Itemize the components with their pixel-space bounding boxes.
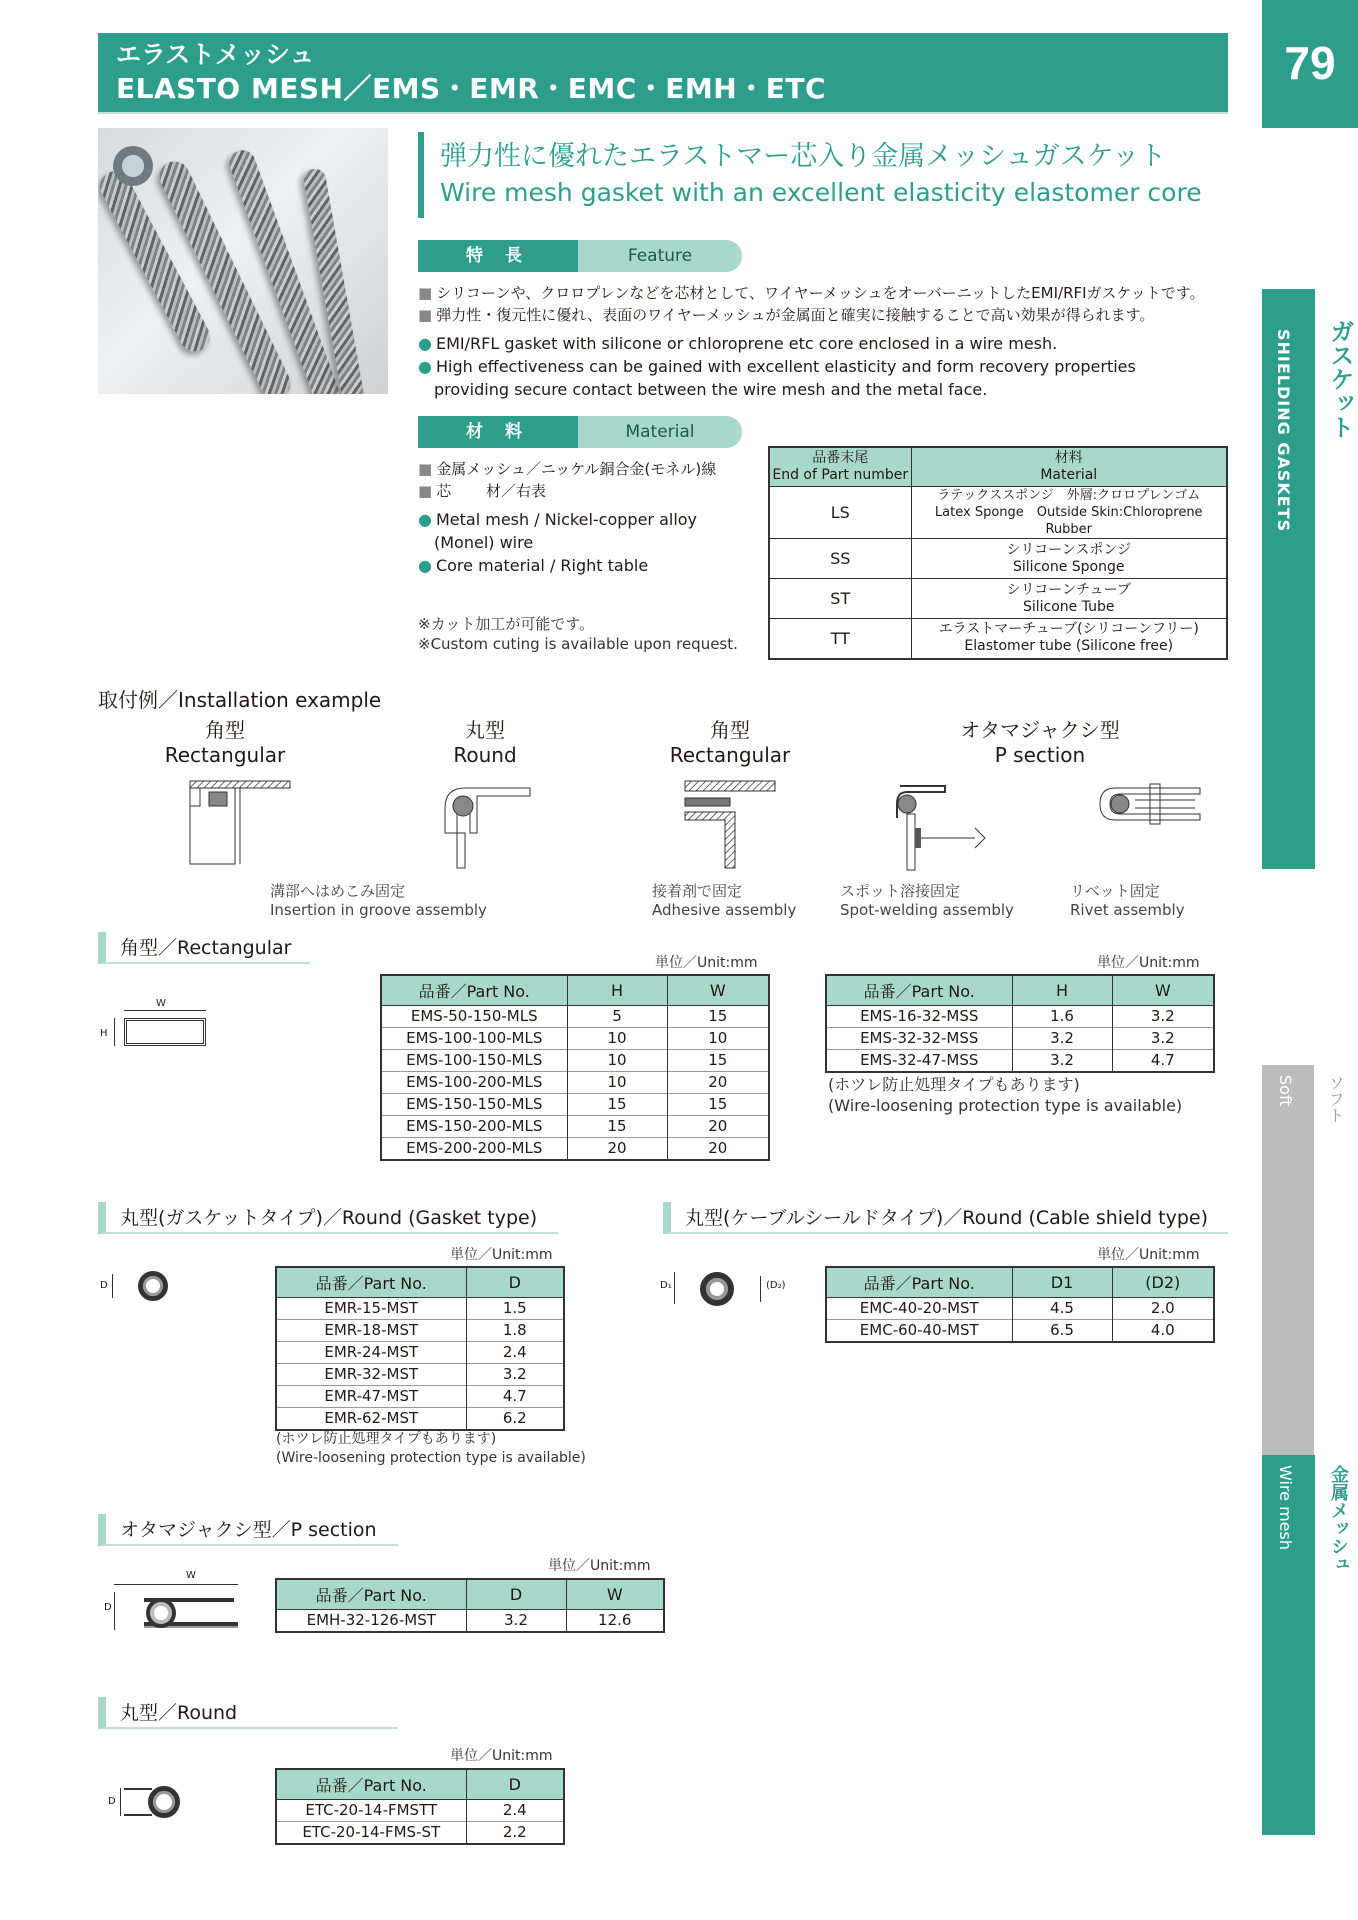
- table-header: W: [566, 1579, 664, 1609]
- dim-label-d: D: [108, 1796, 116, 1807]
- title-jp: エラストメッシュ: [116, 40, 315, 69]
- table-header: 品番／Part No.: [826, 975, 1012, 1005]
- round-gasket-heading: 丸型(ガスケットタイプ)／Round (Gasket type): [98, 1202, 558, 1234]
- unit-label: 単位／Unit:mm: [1097, 955, 1200, 971]
- material-list: [418, 458, 758, 577]
- dim-label-d2: (D₂): [766, 1280, 786, 1291]
- title-underline: [98, 112, 1228, 114]
- table-row: SS シリコーンスポンジ Silicone Sponge: [769, 539, 1227, 579]
- table-header: H: [567, 975, 667, 1005]
- install-caption: 接着剤で固定 Adhesive assembly: [652, 882, 797, 919]
- install-type: 角型 Rectangular: [164, 718, 286, 767]
- dim-label-d: D: [100, 1280, 108, 1291]
- page-number: 79: [1262, 0, 1358, 128]
- side-tab-soft-jp-bg: [1312, 1065, 1358, 1455]
- install-type: 角型 Rectangular: [669, 718, 791, 767]
- p-section-heading: オタマジャクシ型／P section: [98, 1514, 398, 1546]
- table-header: D: [466, 1579, 566, 1609]
- material-table-header: 材料 Material: [911, 447, 1227, 487]
- table-row: LS ラテックススポンジ 外層:クロロプレンゴム Latex Sponge Outside Skin:Chloroprene Rubber: [769, 487, 1227, 539]
- round-gasket-table: [275, 1266, 565, 1431]
- dim-label-d: D: [104, 1602, 112, 1613]
- subtitle-jp: 弾力性に優れたエラストマー芯入り金属メッシュガスケット: [440, 141, 1167, 172]
- material-item-en: ● Core material / Right table: [418, 556, 649, 575]
- table-row: EMS-200-200-MLS 20 20: [381, 1137, 769, 1160]
- feature-item-en: ● High effectiveness can be gained with excellent elasticity and form recovery properties: [418, 357, 1136, 376]
- feature-heading: [418, 240, 742, 272]
- table-header: 品番／Part No.: [276, 1769, 466, 1799]
- feature-item-en-cont: providing secure contact between the wire mesh and the metal face.: [434, 380, 988, 399]
- material-item-en: ● Metal mesh / Nickel-copper alloy: [418, 510, 698, 529]
- p-section-table: [275, 1578, 665, 1633]
- round-cable-table: [825, 1266, 1215, 1343]
- table-row: EMS-150-150-MLS 15 15: [381, 1093, 769, 1115]
- material-label-jp: 材 料: [418, 416, 578, 448]
- material-label-en: Material: [578, 416, 742, 448]
- side-tab-wire-mesh: [1262, 1455, 1312, 1835]
- round-heading: 丸型／Round: [98, 1697, 398, 1729]
- unit-label: 単位／Unit:mm: [655, 955, 758, 971]
- material-note-jp: ※カット加工が可能です。: [418, 615, 595, 633]
- table-header: D1: [1012, 1267, 1112, 1297]
- install-caption: スポット溶接固定 Spot-welding assembly: [840, 882, 1014, 919]
- install-diagram-rect-adhesive: [680, 778, 780, 873]
- table-row: EMH-32-126-MST 3.2 12.6: [276, 1609, 664, 1632]
- install-diagram-rect-groove: [185, 778, 295, 868]
- feature-label-en: Feature: [578, 240, 742, 272]
- side-tab-gaskets-en: SHIELDING GASKETS: [1274, 329, 1293, 533]
- table-header: 品番／Part No.: [826, 1267, 1012, 1297]
- table-row: ETC-20-14-FMSTT 2.4: [276, 1799, 564, 1821]
- install-diagram-spot-weld: [885, 778, 995, 878]
- unit-label: 単位／Unit:mm: [1097, 1247, 1200, 1263]
- side-tab-gaskets-jp-bg: [1312, 289, 1358, 869]
- round-table: [275, 1768, 565, 1845]
- dim-label-d1: D₁: [660, 1280, 672, 1291]
- table-row: EMR-62-MST 6.2: [276, 1407, 564, 1430]
- table-header: D: [466, 1267, 564, 1297]
- table-row: EMS-50-150-MLS 5 15: [381, 1005, 769, 1027]
- feature-item-jp: ■ 弾力性・復元性に優れ、表面のワイヤーメッシュが金属面と確実に接触することで高い効果が得られます。: [418, 306, 1155, 324]
- table-row: EMR-32-MST 3.2: [276, 1363, 564, 1385]
- table-row: EMS-100-150-MLS 10 15: [381, 1049, 769, 1071]
- table-header: W: [667, 975, 769, 1005]
- rect-heading: 角型／Rectangular: [98, 932, 310, 964]
- install-caption: リベット固定 Rivet assembly: [1070, 882, 1185, 919]
- title-bar: [98, 33, 1228, 112]
- material-notes: [418, 614, 738, 654]
- install-type: オタマジャクシ型 P section: [960, 718, 1120, 767]
- table-header: W: [1112, 975, 1214, 1005]
- table-row: EMS-32-32-MSS 3.2 3.2: [826, 1027, 1214, 1049]
- table-row: EMS-100-100-MLS 10 10: [381, 1027, 769, 1049]
- unit-label: 単位／Unit:mm: [548, 1558, 651, 1574]
- table-row: TT エラストマーチューブ(シリコーンフリー) Elastomer tube (Silicone free): [769, 619, 1227, 659]
- rect-note: (ホツレ防止処理タイプもあります) (Wire-loosening protection type is available): [828, 1075, 1183, 1115]
- material-heading: [418, 416, 742, 448]
- material-item-en-cont: (Monel) wire: [434, 533, 534, 552]
- table-row: EMR-15-MST 1.5: [276, 1297, 564, 1319]
- table-header: 品番／Part No.: [276, 1579, 466, 1609]
- side-tab-soft-jp: ソフト: [1326, 1075, 1345, 1123]
- rect-dimension-diagram: [100, 998, 210, 1054]
- table-row: ETC-20-14-FMS-ST 2.2: [276, 1821, 564, 1844]
- feature-label-jp: 特 長: [418, 240, 578, 272]
- material-item-jp: ■ 金属メッシュ／ニッケル銅合金(モネル)線: [418, 460, 717, 478]
- table-header: 品番／Part No.: [381, 975, 567, 1005]
- feature-item-en: ● EMI/RFL gasket with silicone or chloroprene etc core enclosed in a wire mesh.: [418, 334, 1058, 353]
- round-gasket-note: (ホツレ防止処理タイプもあります) (Wire-loosening protection type is available): [276, 1431, 586, 1466]
- table-header: H: [1012, 975, 1112, 1005]
- rect-table-2: [825, 974, 1215, 1073]
- unit-label: 単位／Unit:mm: [450, 1748, 553, 1764]
- table-header: 品番／Part No.: [276, 1267, 466, 1297]
- table-row: EMC-60-40-MST 6.5 4.0: [826, 1319, 1214, 1342]
- side-tab-wire-jp-bg: [1312, 1455, 1358, 1835]
- material-table-header: 品番末尾 End of Part number: [769, 447, 911, 487]
- p-section-dimension-diagram: [104, 1570, 244, 1636]
- feature-item-jp: ■ シリコーンや、クロロプレンなどを芯材として、ワイヤーメッシュをオーバーニットしたEMI/RFIガスケットです。: [418, 284, 1205, 302]
- dim-label-w: W: [186, 1570, 196, 1581]
- install-type: 丸型 Round: [453, 718, 517, 767]
- table-row: ST シリコーンチューブ Silicone Tube: [769, 579, 1227, 619]
- table-row: EMC-40-20-MST 4.5 2.0: [826, 1297, 1214, 1319]
- round-dimension-diagram: [108, 1782, 188, 1822]
- side-tab-wire-jp: 金属メッシュ: [1328, 1465, 1349, 1573]
- side-tab-wire-en: Wire mesh: [1276, 1465, 1295, 1550]
- side-tab-soft: [1262, 1065, 1312, 1455]
- table-row: EMS-100-200-MLS 10 20: [381, 1071, 769, 1093]
- side-tab-gaskets-jp: ガスケット: [1326, 319, 1354, 439]
- unit-label: 単位／Unit:mm: [450, 1247, 553, 1263]
- install-diagram-round: [435, 778, 535, 873]
- install-diagram-rivet: [1095, 778, 1205, 838]
- feature-list: [418, 282, 1218, 401]
- material-item-jp: ■ 芯 材／右表: [418, 482, 546, 500]
- material-note-en: ※Custom cuting is available upon request.: [418, 635, 738, 653]
- table-row: EMR-24-MST 2.4: [276, 1341, 564, 1363]
- side-tab-soft-en: Soft: [1276, 1075, 1295, 1107]
- rect-table-1: [380, 974, 770, 1161]
- installation-title: 取付例／Installation example: [98, 688, 382, 712]
- table-row: EMR-18-MST 1.8: [276, 1319, 564, 1341]
- table-row: EMS-150-200-MLS 15 20: [381, 1115, 769, 1137]
- dim-label-h: H: [100, 1028, 108, 1039]
- round-cable-dimension-diagram: [660, 1266, 800, 1312]
- subtitle-en: Wire mesh gasket with an excellent elasticity elastomer core: [440, 178, 1202, 207]
- round-cable-heading: 丸型(ケーブルシールドタイプ)／Round (Cable shield type): [663, 1202, 1228, 1234]
- table-row: EMS-32-47-MSS 3.2 4.7: [826, 1049, 1214, 1072]
- round-gasket-dimension-diagram: [100, 1266, 180, 1306]
- dim-label-w: W: [156, 998, 166, 1009]
- material-table: [768, 446, 1228, 660]
- table-row: EMS-16-32-MSS 1.6 3.2: [826, 1005, 1214, 1027]
- table-header: D: [466, 1769, 564, 1799]
- title-en: ELASTO MESH／EMS・EMR・EMC・EMH・ETC: [116, 72, 826, 105]
- table-row: EMR-47-MST 4.7: [276, 1385, 564, 1407]
- subtitle-bar: [418, 132, 424, 218]
- product-photo: [98, 128, 388, 394]
- side-tab-gaskets: [1262, 289, 1312, 869]
- table-header: (D2): [1112, 1267, 1214, 1297]
- install-caption: 溝部へはめこみ固定 Insertion in groove assembly: [270, 882, 487, 919]
